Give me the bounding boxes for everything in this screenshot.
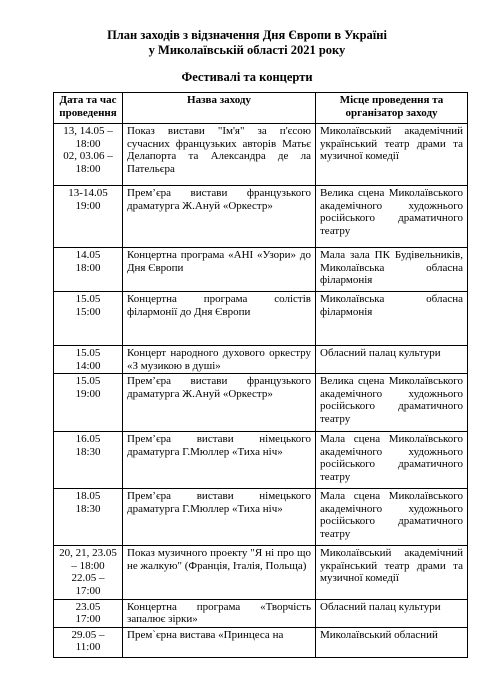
event-place-cell: Мала зала ПК Будівельників, Миколаївська обласна філармонія — [316, 248, 468, 292]
event-date-cell — [54, 346, 123, 374]
table-row — [54, 248, 468, 292]
event-date-line: 23.05 — [75, 600, 101, 613]
table-row — [54, 432, 468, 489]
event-date-line: 22.05 – 17:00 — [71, 572, 105, 597]
event-name-cell: Показ музичного проекту "Я ні про що не жалкую" (Франція, Італія, Польща) — [123, 546, 316, 599]
event-date-line: 15.05 — [75, 375, 101, 388]
event-date-cell — [54, 248, 123, 292]
event-place-cell: Миколаївський академічний український театр драми та музичної комедії — [316, 124, 468, 186]
table-body — [54, 124, 468, 658]
event-date-line: 13-14.05 — [68, 187, 108, 199]
event-place-cell: Мала сцена Миколаївського академічного художнього російського драматичного театру — [316, 432, 468, 489]
event-place-cell: Велика сцена Миколаївського академічного художнього російського драматичного театру — [316, 374, 468, 432]
event-date-line: 18.05 — [75, 490, 101, 503]
events-table — [53, 92, 468, 658]
event-date-line: 29.05 – 11:00 — [71, 628, 105, 654]
event-date-cell — [54, 489, 123, 546]
event-date-cell — [54, 292, 123, 346]
event-name-cell: Концертна програма «Творчість запалює зірки» — [123, 599, 316, 627]
event-name-cell: Прем’єра вистави французького драматурга Ж.Ануй «Оркестр» — [123, 374, 316, 432]
table-row — [54, 124, 468, 186]
event-name-cell: Прем’єра вистави німецького драматурга Г.Мюллер «Тиха ніч» — [123, 432, 316, 489]
event-name-cell: Концертна програма «АНІ «Узори» до Дня Європи — [123, 248, 316, 292]
event-date-line: 13, 14.05 – — [63, 125, 113, 137]
document-title-line2: у Миколаївській області 2021 року — [148, 43, 346, 57]
event-name-cell: Показ вистави "Ім'я" за п'єсою сучасних французьких авторів Матьє Делапорта та Александра де ла Пательєра — [123, 124, 316, 186]
event-date-cell — [54, 599, 123, 627]
event-name-cell: Прем`єрна вистава «Принцеса на — [123, 627, 316, 657]
event-date-line: 14:00 — [75, 359, 101, 372]
event-place-cell: Миколаївська обласна філармонія — [316, 292, 468, 346]
header-place: Місце проведення та організатор заходу — [316, 93, 468, 124]
event-name-cell: Прем’єра вистави німецького драматурга Г.Мюллер «Тиха ніч» — [123, 489, 316, 546]
event-date-line: 19:00 — [75, 199, 101, 212]
event-date-line: 02, 03.06 – — [63, 150, 113, 163]
event-place-cell: Мала сцена Миколаївського академічного художнього російського драматичного театру — [316, 489, 468, 546]
event-date-line: 18:30 — [75, 445, 101, 458]
event-date-cell — [54, 627, 123, 657]
event-date-line: 17:00 — [75, 613, 101, 626]
event-date-line: 15:00 — [75, 305, 101, 318]
section-subtitle: Фестивалі та концерти — [181, 70, 313, 84]
event-date-line: 18:00 — [75, 261, 101, 274]
event-date-line: 14.05 — [75, 249, 101, 261]
document-title-line1: План заходів з відзначення Дня Європи в Україні — [107, 28, 387, 42]
event-name-cell: Прем’єра вистави французького драматурга Ж.Ануй «Оркестр» — [123, 186, 316, 248]
table-row — [54, 374, 468, 432]
event-name-cell: Концерт народного духового оркестру «З музикою в душі» — [123, 346, 316, 374]
event-date-line: 20, 21, 23.05 — [59, 547, 117, 560]
event-date-cell — [54, 124, 123, 186]
event-place-cell: Обласний палац культури — [316, 599, 468, 627]
event-date-cell — [54, 432, 123, 489]
table-row — [54, 627, 468, 657]
event-date-line: 15.05 — [75, 347, 101, 359]
event-date-line: 19:00 — [75, 387, 101, 400]
event-date-cell — [54, 374, 123, 432]
table-row — [54, 292, 468, 346]
event-name-cell: Концертна програма солістів філармонії до Дня Європи — [123, 292, 316, 346]
event-date-line: 18:00 — [75, 137, 101, 150]
event-place-cell: Миколаївський обласний — [316, 627, 468, 657]
event-place-cell: Миколаївський академічний український театр драми та музичної комедії — [316, 546, 468, 599]
event-date-line: 18:30 — [75, 502, 101, 515]
event-date-line: – 18:00 — [71, 559, 105, 572]
table-row — [54, 546, 468, 599]
table-row — [54, 599, 468, 627]
header-name: Назва заходу — [123, 93, 316, 124]
table-header-row — [54, 93, 468, 124]
event-date-cell — [54, 546, 123, 599]
table-row — [54, 489, 468, 546]
header-date: Дата та час проведення — [54, 93, 123, 124]
event-date-line: 18:00 — [75, 162, 101, 175]
table-row — [54, 346, 468, 374]
event-date-line: 15.05 — [75, 293, 101, 305]
event-place-cell: Велика сцена Миколаївського академічного художнього російського драматичного театру — [316, 186, 468, 248]
event-place-cell: Обласний палац культури — [316, 346, 468, 374]
event-date-line: 16.05 — [75, 433, 101, 446]
event-date-cell — [54, 186, 123, 248]
table-row — [54, 186, 468, 248]
